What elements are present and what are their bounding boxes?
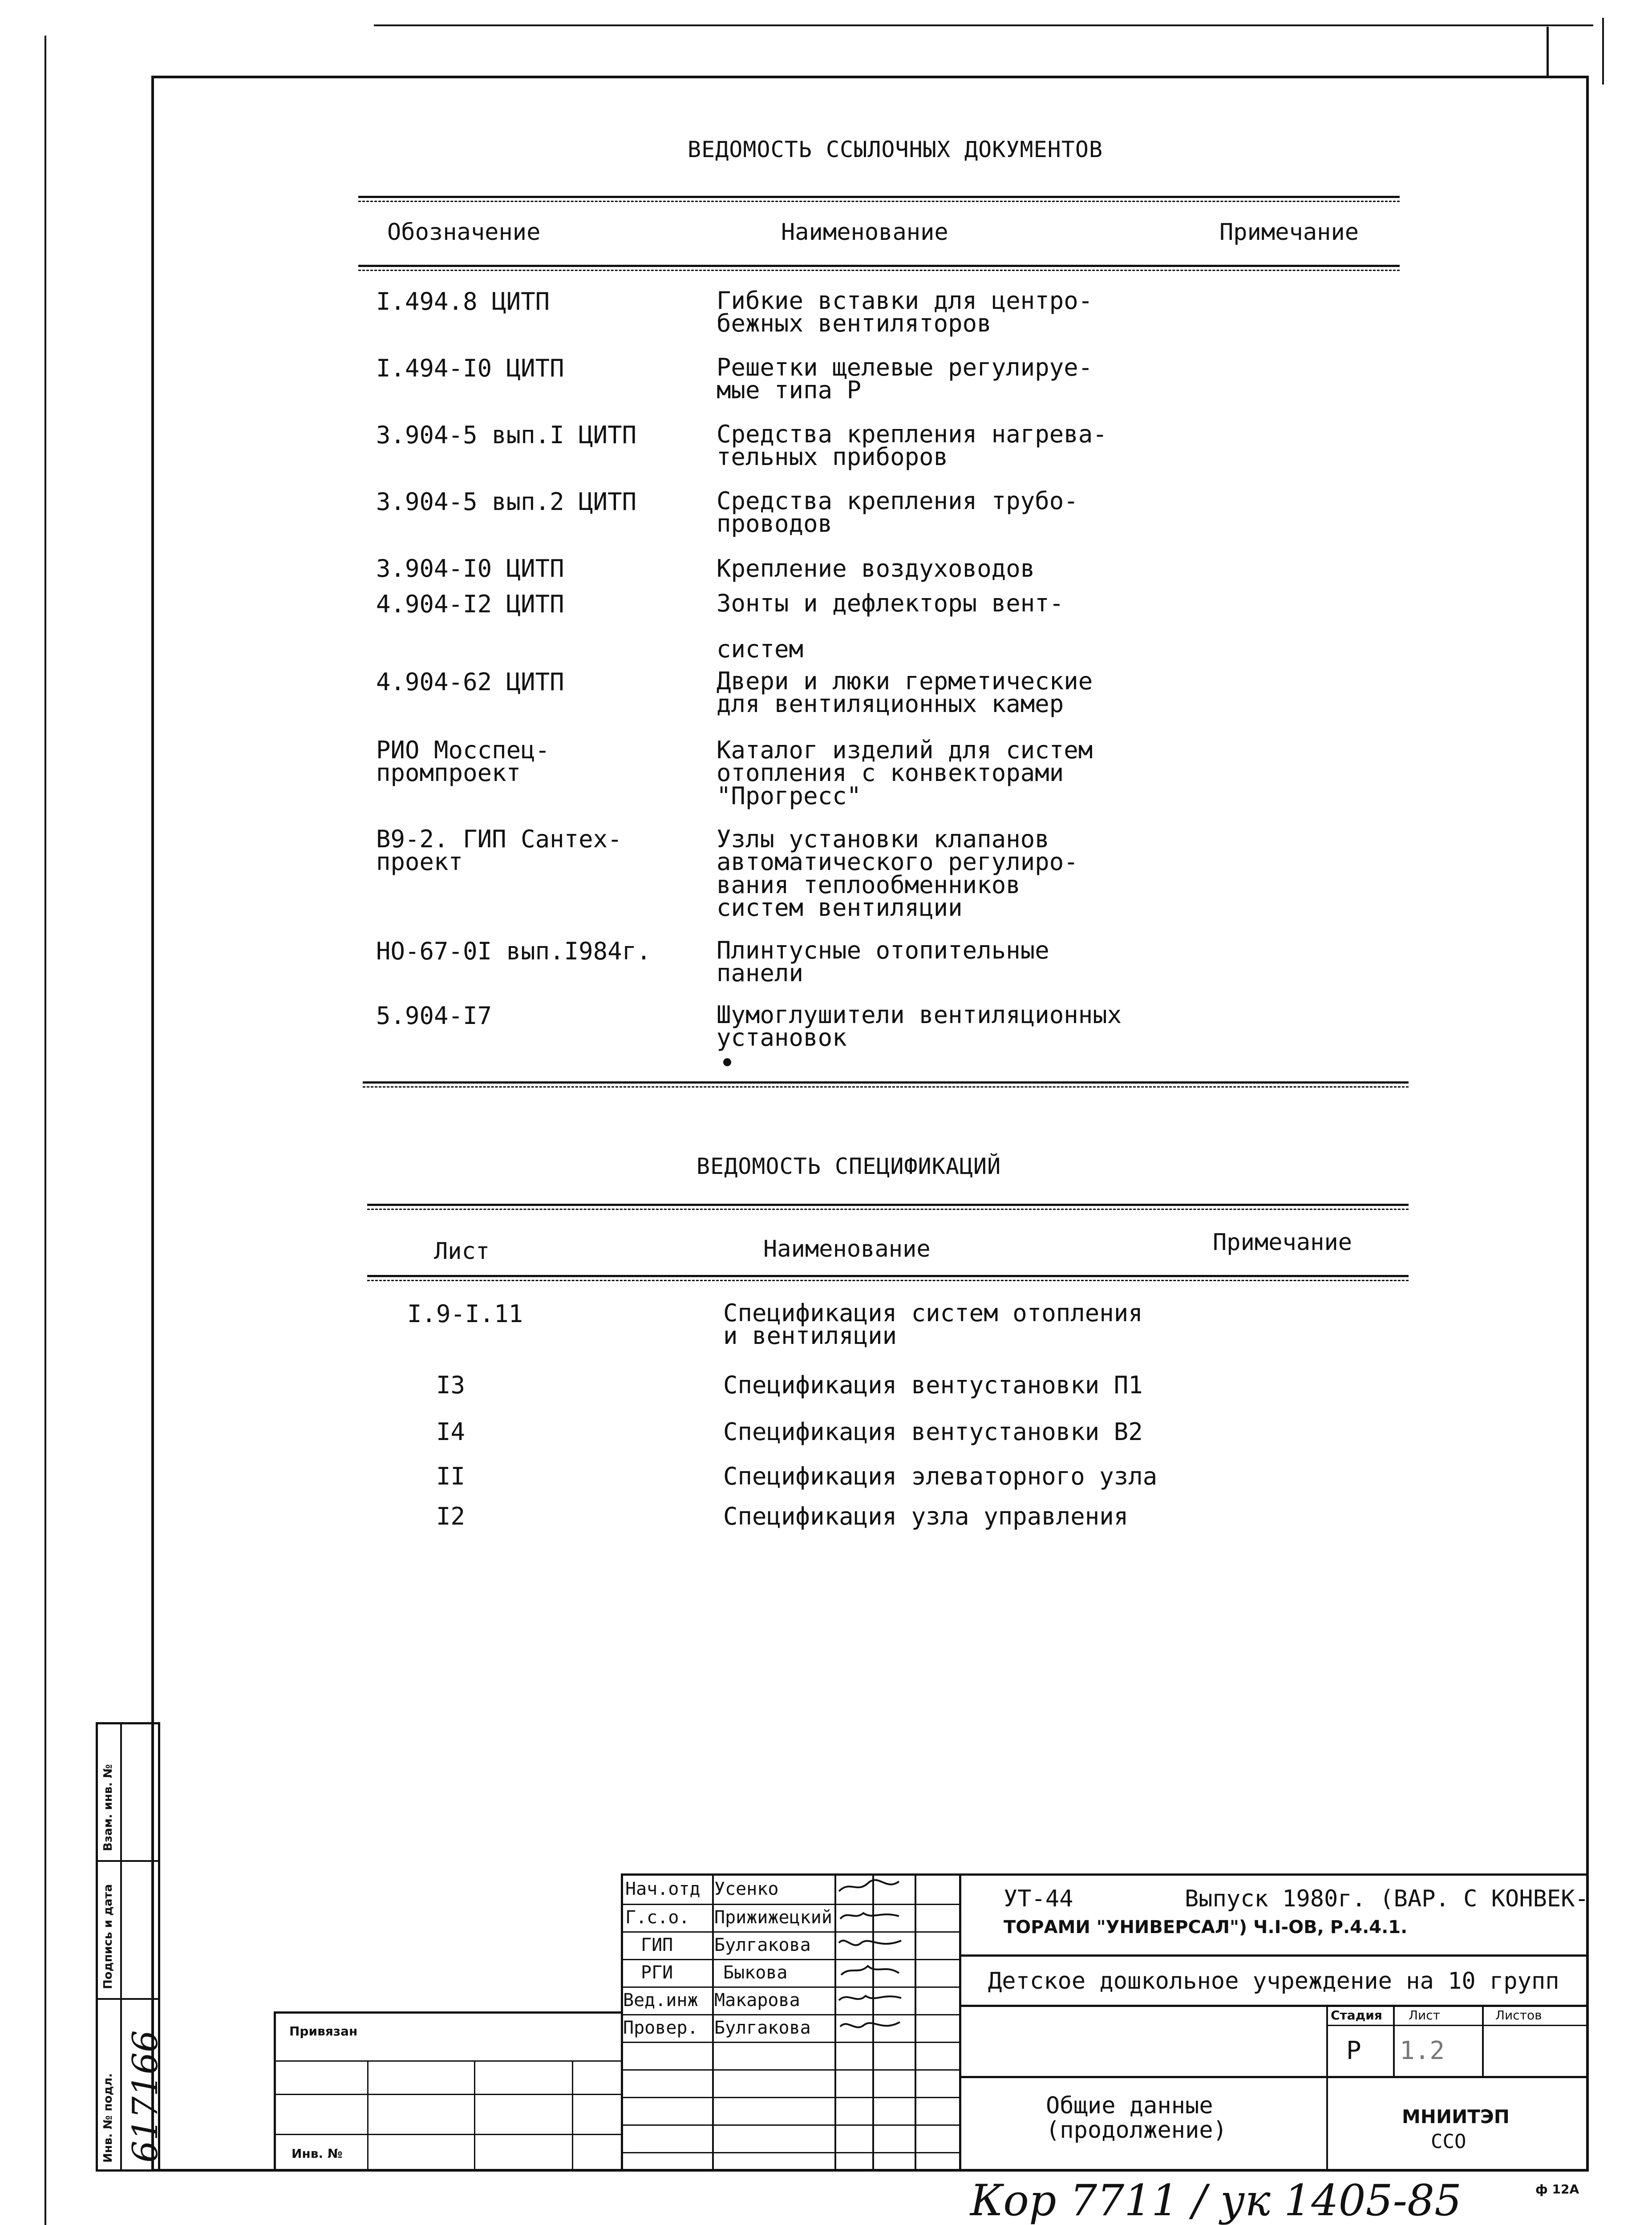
staff-row <box>621 2069 959 2071</box>
staff-row <box>621 1931 959 1933</box>
stage-col-left <box>1326 2005 1328 2172</box>
refs-header-designation: Обозначение <box>387 219 541 246</box>
staff-name: Булгакова <box>714 2018 811 2038</box>
specs-header-sheet: Лист <box>434 1238 490 1265</box>
stage-header-bottom <box>1326 2025 1589 2026</box>
handwritten-note: Кор 7711 / ук 1405-85 <box>970 2176 1462 2225</box>
refs-name: Шумоглушители вентиляционных установок <box>717 1001 1122 1052</box>
specs-sheet: I3 <box>436 1371 466 1399</box>
privyazan-left <box>274 2011 276 2172</box>
signature-mark <box>837 1989 903 2007</box>
staff-row <box>621 1986 959 1988</box>
frame-corner-mark <box>1547 27 1549 76</box>
staff-col2 <box>834 1873 836 2172</box>
refs-code: РИО Мосспец- промпроект <box>376 736 550 787</box>
inv-no-label: Инв. № <box>292 2146 343 2161</box>
refs-name: Решетки щелевые регулируе- мые типа Р <box>717 353 1093 405</box>
specs-sheet: I.9-I.11 <box>407 1300 523 1328</box>
side-label-replace-inv: Взам. инв. № <box>101 1764 115 1851</box>
organization-name: МНИИТЭП <box>1402 2106 1510 2128</box>
sheets-label: Листов <box>1495 2008 1542 2023</box>
privyazan-label: Привязан <box>289 2024 358 2039</box>
privyazan-col1 <box>367 2060 368 2172</box>
specs-name: Спецификация вентустановки В2 <box>723 1418 1143 1446</box>
sheet-value: 1.2 <box>1400 2036 1445 2065</box>
signature-mark <box>837 2017 903 2035</box>
staff-name: Быкова <box>723 1962 788 1983</box>
signature-mark <box>837 1962 903 1979</box>
refs-name: Крепление воздуховодов <box>717 554 1035 583</box>
side-label-original-inv: Инв. № подл. <box>101 2073 115 2163</box>
specs-header-name: Наименование <box>763 1236 931 1262</box>
refs-bottom-rule <box>363 1081 1409 1088</box>
refs-code: 4.904-62 ЦИТП <box>376 668 564 696</box>
title-row-top <box>959 2076 1589 2078</box>
signature-mark <box>837 1934 903 1952</box>
side-stamp-row1 <box>96 1860 160 1862</box>
specs-name: Спецификация элеваторного узла <box>723 1462 1158 1490</box>
inventory-number: 617166 <box>126 2030 166 2163</box>
object-row-bottom <box>959 2005 1589 2007</box>
side-stamp-col <box>120 1722 122 2172</box>
refs-code: 4.904-I2 ЦИТП <box>376 590 564 618</box>
refs-header-name: Наименование <box>781 219 948 246</box>
refs-code: В9-2. ГИП Сантех- проект <box>376 825 622 876</box>
page-edge-top <box>374 24 1593 26</box>
refs-name: Средства крепления нагрева- тельных приборов <box>717 420 1107 471</box>
sheet-title: Общие данные (продолжение) <box>1046 2092 1227 2144</box>
refs-code: I.494.8 ЦИТП <box>376 287 550 316</box>
specs-sheet: II <box>436 1462 466 1490</box>
stage-label: Стадия <box>1331 2008 1382 2023</box>
refs-code: 3.904-5 вып.I ЦИТП <box>376 421 637 449</box>
staff-row <box>621 1959 959 1960</box>
staff-row <box>621 2014 959 2015</box>
staff-name: Булгакова <box>714 1935 811 1955</box>
titleblock-top <box>621 1873 1589 1876</box>
stage-col-right <box>1482 2005 1484 2076</box>
specs-name: Спецификация вентустановки П1 <box>723 1371 1143 1399</box>
staff-col1 <box>712 1873 714 2172</box>
refs-code: 5.904-I7 <box>376 1002 492 1030</box>
object-row-top <box>959 1954 1589 1957</box>
staff-name: Макарова <box>714 1990 800 2011</box>
refs-title: ВЕДОМОСТЬ ССЫЛОЧНЫХ ДОКУМЕНТОВ <box>688 137 1103 162</box>
bullet-mark <box>723 1058 731 1066</box>
page-edge-right <box>1602 18 1604 85</box>
refs-name: Плинтусные отопительные панели <box>717 936 1049 987</box>
refs-code: I.494-I0 ЦИТП <box>376 354 564 382</box>
refs-header-bottom-rule <box>358 265 1400 271</box>
document-code-line1: УТ-44 Выпуск 1980г. (ВАР. С КОНВЕК- <box>1004 1885 1589 1912</box>
refs-name: Зонты и дефлекторы вент- систем <box>717 589 1064 663</box>
refs-code: 3.904-I0 ЦИТП <box>376 554 564 583</box>
staff-row <box>621 2042 959 2043</box>
staff-right <box>959 1873 961 2172</box>
refs-code: 3.904-5 вып.2 ЦИТП <box>376 488 637 516</box>
refs-name: Средства крепления трубо- проводов <box>717 487 1078 538</box>
staff-role: ГИП <box>641 1935 673 1955</box>
staff-role: РГИ <box>641 1962 673 1983</box>
refs-name: Гибкие вставки для центро- бежных вентиляторов <box>717 287 1093 338</box>
specs-name: Спецификация узла управления <box>723 1502 1129 1530</box>
staff-row <box>621 2097 959 2098</box>
privyazan-row3 <box>274 2134 623 2135</box>
staff-role: Нач.отд <box>625 1879 700 1899</box>
staff-name: Прижижецкий <box>714 1907 832 1928</box>
refs-name: Каталог изделий для систем отопления с конвекторами "Прогресс" <box>717 736 1093 810</box>
refs-header-top-rule <box>358 196 1400 202</box>
staff-col4 <box>915 1873 916 2172</box>
staff-role: Вед.инж <box>623 1990 698 2011</box>
staff-row <box>621 1904 959 1905</box>
privyazan-row2 <box>274 2094 623 2095</box>
signature-mark <box>837 1906 903 1924</box>
stage-col-mid <box>1393 2005 1395 2076</box>
refs-header-note: Примечание <box>1219 219 1359 246</box>
staff-row <box>621 2152 959 2153</box>
specs-title: ВЕДОМОСТЬ СПЕЦИФИКАЦИЙ <box>696 1153 1001 1179</box>
format-mark: ф 12А <box>1535 2182 1579 2197</box>
privyazan-col3 <box>572 2060 573 2172</box>
refs-name: Узлы установки клапанов автоматического регулиро- вания теплообменников систем вентиляции <box>717 825 1078 922</box>
refs-name: Двери и люки герметические для вентиляционных камер <box>717 667 1093 718</box>
sheet-label: Лист <box>1409 2008 1440 2023</box>
staff-role: Провер. <box>623 2018 698 2038</box>
specs-sheet: I4 <box>436 1418 466 1446</box>
privyazan-top <box>274 2011 623 2014</box>
specs-header-top-rule <box>367 1204 1409 1210</box>
page-edge-left <box>45 36 46 2225</box>
privyazan-col2 <box>474 2060 475 2172</box>
specs-sheet: I2 <box>436 1502 466 1530</box>
side-stamp-row2 <box>96 1998 160 2000</box>
organization-unit: ССО <box>1431 2130 1466 2153</box>
object-name: Детское дошкольное учреждение на 10 групп <box>988 1968 1559 1994</box>
specs-header-note: Примечание <box>1213 1229 1352 1256</box>
privyazan-row1 <box>274 2060 623 2062</box>
signature-mark <box>837 1878 903 1896</box>
document-code-line2: ТОРАМИ "УНИВЕРСАЛ") Ч.I-ОВ, Р.4.4.1. <box>1004 1917 1408 1938</box>
staff-role: Г.с.о. <box>625 1907 690 1928</box>
specs-header-bottom-rule <box>367 1275 1409 1281</box>
refs-code: НО-67-0I вып.I984г. <box>376 937 651 965</box>
staff-row <box>621 2124 959 2126</box>
stage-value: Р <box>1346 2036 1361 2065</box>
staff-name: Усенко <box>714 1879 779 1899</box>
specs-name: Спецификация систем отопления и вентиляции <box>723 1299 1143 1350</box>
side-label-signature-date: Подпись и дата <box>101 1884 115 1989</box>
